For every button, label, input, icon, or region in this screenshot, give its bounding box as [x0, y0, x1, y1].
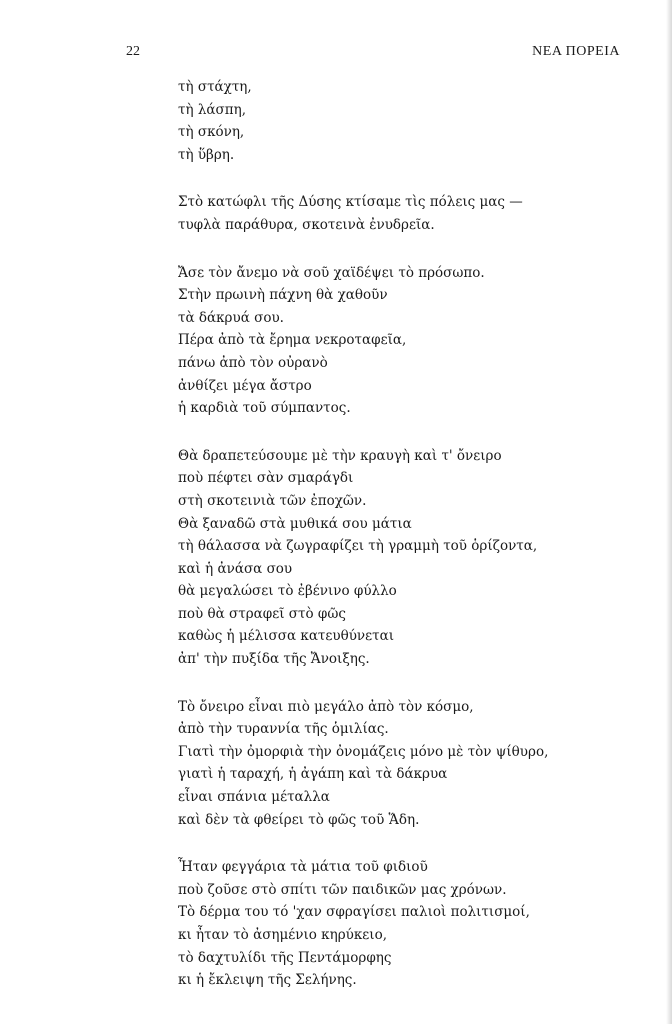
page-edge-shadow [666, 0, 672, 1024]
poem-line: ἀπὸ τὴν τυραννία τῆς ὁμιλίας. [178, 721, 389, 738]
poem-line: πάνω ἀπὸ τὸν οὐρανὸ [178, 354, 328, 371]
poem-line: τὴ στάχτη, [178, 79, 252, 95]
poem-line: θὰ μεγαλώσει τὸ ἐβένινο φύλλο [178, 583, 397, 600]
poem-line: καθὼς ἡ μέλισσα κατευθύνεται [178, 628, 395, 645]
poem-line: τὴ θάλασσα νὰ ζωγραφίζει τὴ γραμμὴ τοῦ ὁρίζοντα, [178, 538, 538, 555]
stanza [178, 262, 638, 420]
poem-line: ἀπ' τὴν πυξίδα τῆς Ἄνοιξης. [178, 651, 370, 668]
poem-line: τυφλὰ παράθυρα, σκοτεινὰ ἐνυδρεῖα. [178, 216, 435, 233]
poem-line: Θὰ ξαναδῶ στὰ μυθικά σου μάτια [178, 515, 412, 532]
poem-line: στὴ σκοτεινιὰ τῶν ἐποχῶν. [178, 492, 367, 509]
poem-line: εἶναι σπάνια μέταλλα [178, 789, 330, 806]
stanza [178, 445, 638, 671]
poem-line: Στὸ κατώφλι τῆς Δύσης κτίσαμε τὶς πόλεις μας — [178, 194, 523, 211]
poem-line: ποὺ πέφτει σὰν σμαράγδι [178, 470, 354, 487]
poem-line: τὴ ὕβρη. [178, 146, 235, 163]
poem-line: τὴ λάσπη, [178, 101, 246, 118]
poem-line: καὶ δὲν τὰ φθείρει τὸ φῶς τοῦ Ἅδη. [178, 811, 420, 828]
poem-line: Τὸ δέρμα του τό 'χαν σφραγίσει παλιοὶ πολιτισμοί, [178, 904, 530, 921]
poem-line: τὸ δαχτυλίδι τῆς Πεντάμορφης [178, 949, 392, 966]
poem-line: ἀνθίζει μέγα ἄστρο [178, 377, 312, 394]
poem-line: Τὸ ὄνειρο εἶναι πιὸ μεγάλο ἀπὸ τὸν κόσμο, [178, 698, 474, 715]
poem-line: Πέρα ἀπὸ τὰ ἔρημα νεκροταφεῖα, [178, 332, 407, 349]
stanza [178, 191, 638, 236]
journal-title: ΝΕΑ ΠΟΡΕΙΑ [532, 44, 620, 59]
poem-line: ποὺ θὰ στραφεῖ στὸ φῶς [178, 605, 346, 622]
stanza [178, 856, 638, 992]
poem-line: γιατὶ ἡ ταραχή, ἡ ἀγάπη καὶ τὰ δάκρυα [178, 766, 448, 783]
poem-line: τὴ σκόνη, [178, 124, 245, 141]
page-number: 22 [126, 44, 140, 59]
poem-line: τὰ δάκρυά σου. [178, 309, 284, 326]
poem-line: Στὴν πρωινὴ πάχνη θὰ χαθοῦν [178, 287, 388, 304]
poem-line: Θὰ δραπετεύσουμε μὲ τὴν κραυγὴ καὶ τ' ὄνειρο [178, 447, 502, 464]
poem-body [178, 76, 638, 1017]
stanza [178, 696, 638, 832]
poem-line: ποὺ ζοῦσε στὸ σπίτι τῶν παιδικῶν μας χρόνων. [178, 881, 507, 898]
stanza [178, 76, 638, 166]
poem-line: Γιατὶ τὴν ὀμορφιὰ τὴν ὀνομάζεις μόνο μὲ τὸν ψίθυρο, [178, 743, 549, 760]
poem-line: Ἄσε τὸν ἄνεμο νὰ σοῦ χαϊδέψει τὸ πρόσωπο. [178, 264, 485, 281]
poem-line: ἡ καρδιὰ τοῦ σύμπαντος. [178, 400, 351, 417]
page-header [0, 44, 672, 64]
poem-line: κι ἡ ἔκλειψη τῆς Σελήνης. [178, 972, 357, 989]
poem-line: κι ἦταν τὸ ἀσημένιο κηρύκειο, [178, 927, 387, 943]
poem-line: καὶ ἡ ἀνάσα σου [178, 560, 293, 577]
poem-line: Ἦταν φεγγάρια τὰ μάτια τοῦ φιδιοῦ [178, 859, 428, 876]
